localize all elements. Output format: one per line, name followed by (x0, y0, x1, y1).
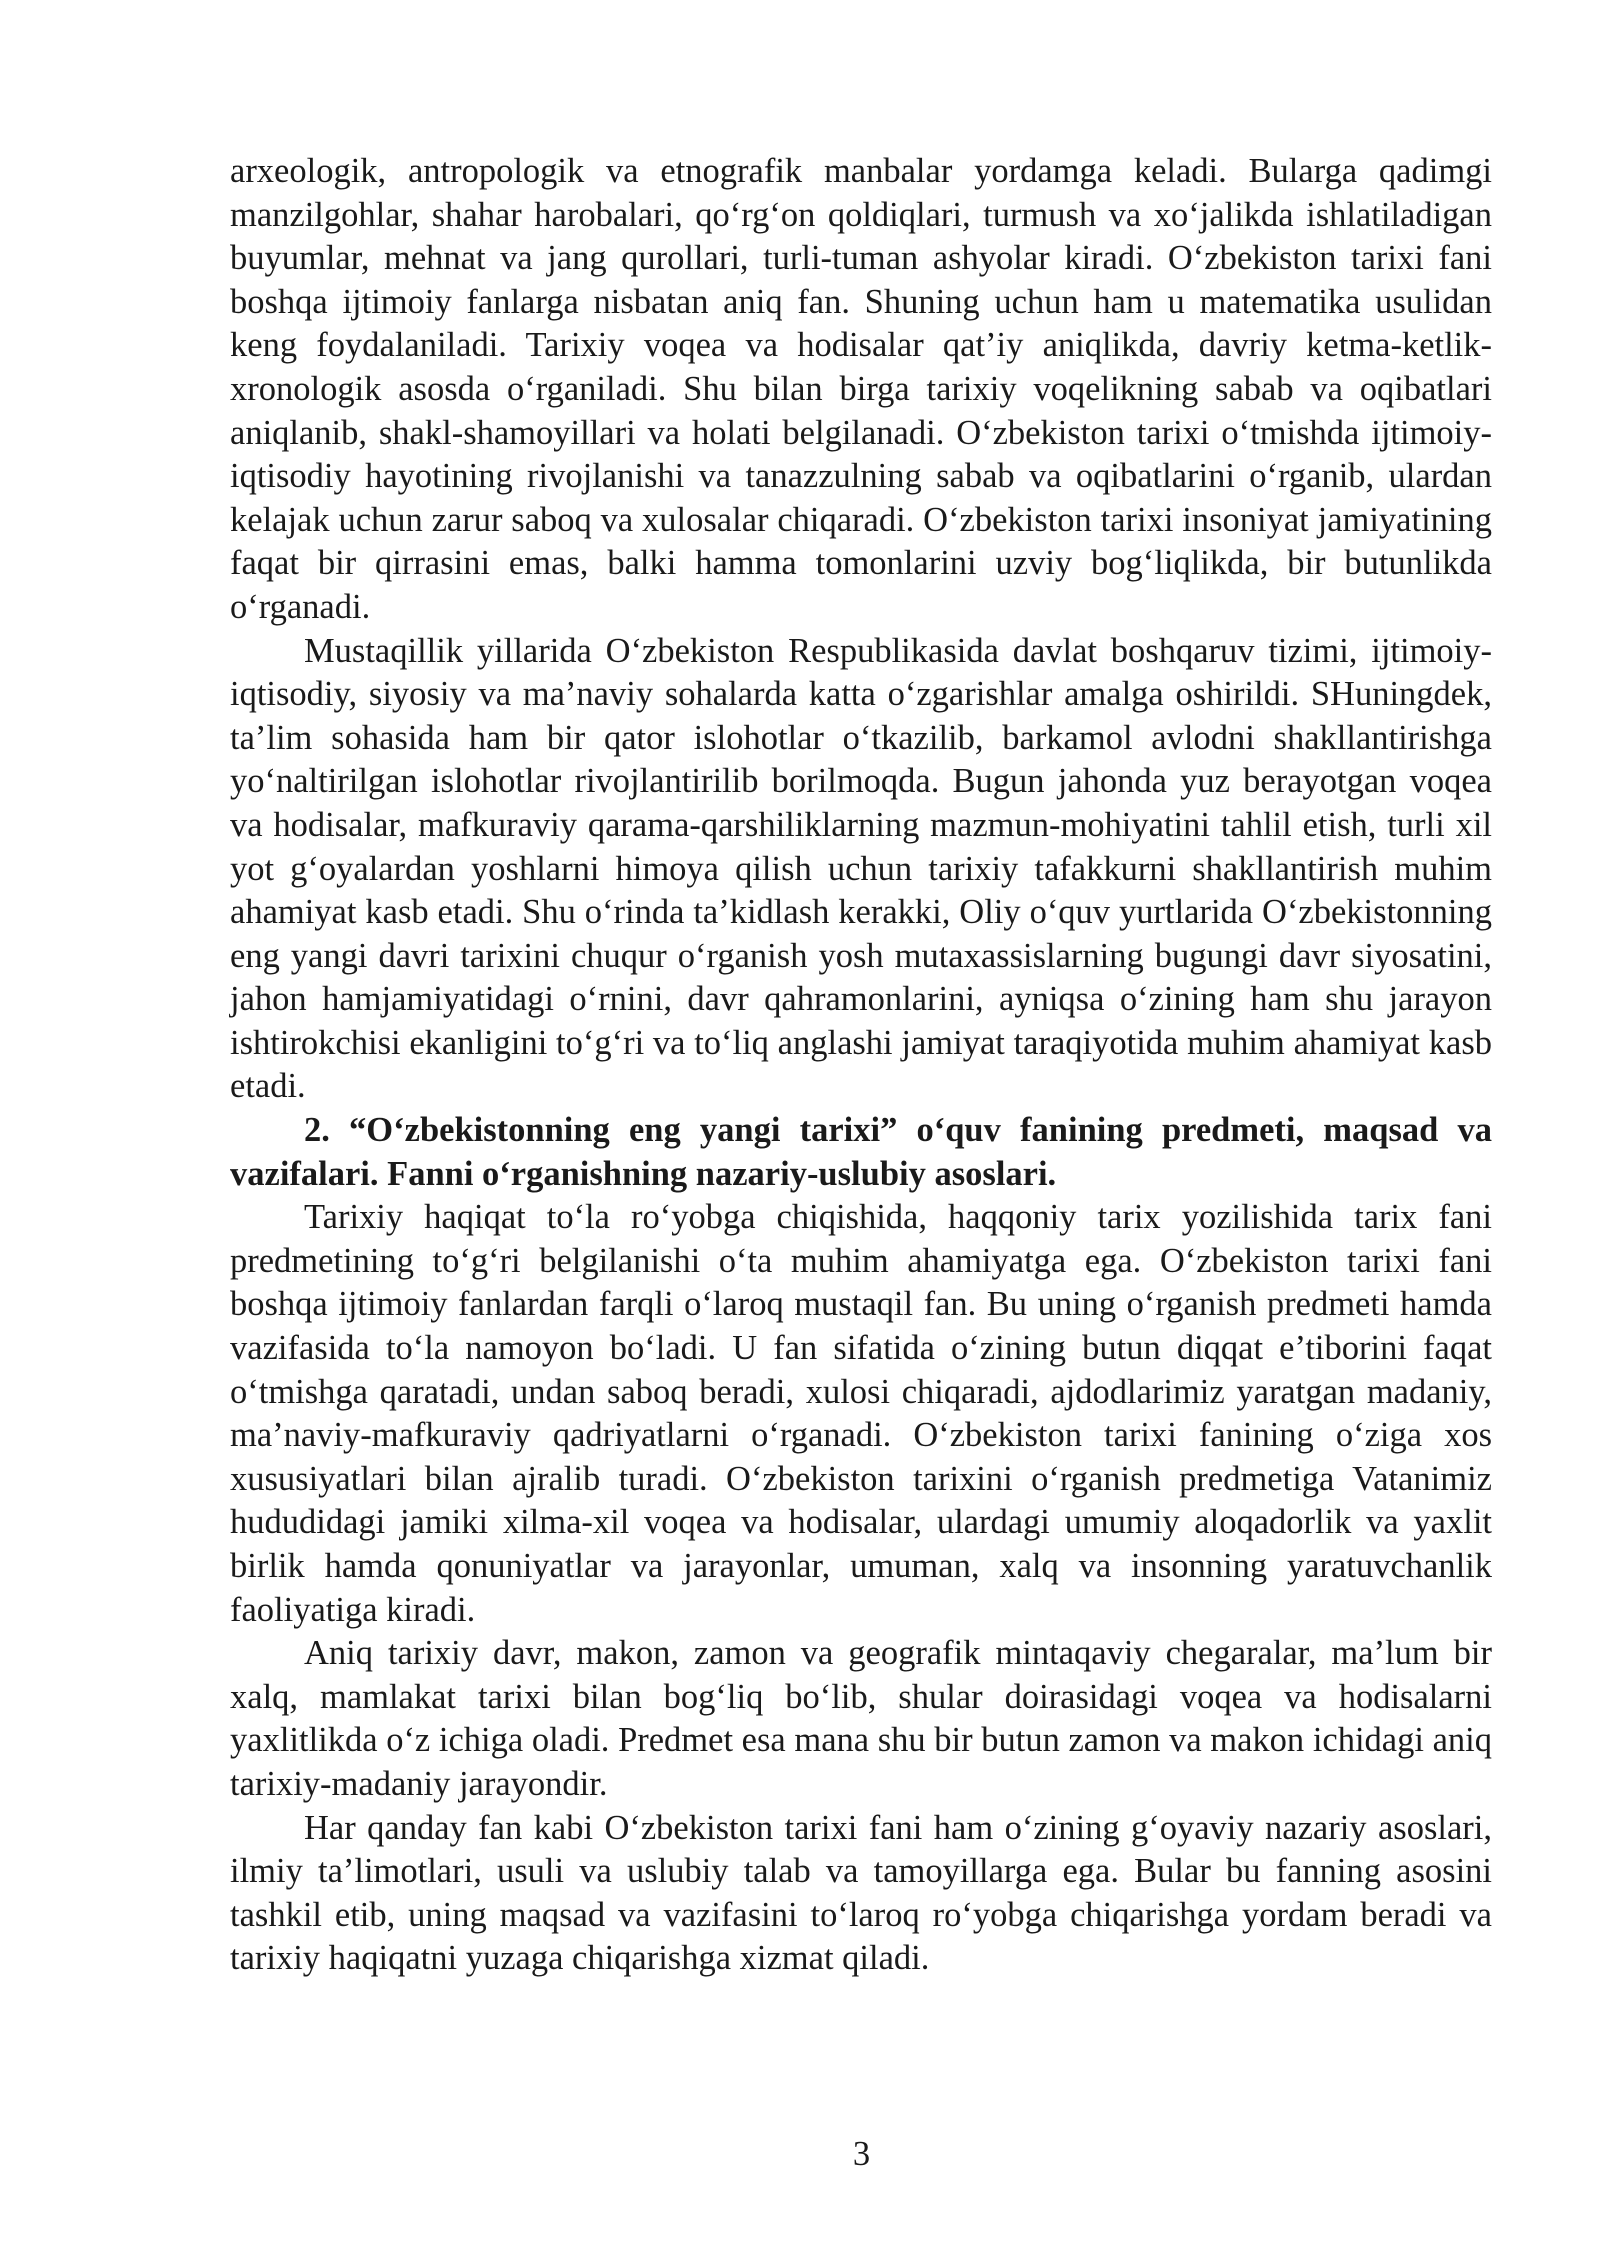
paragraph-independence-years: Mustaqillik yillarida O‘zbekiston Respublikasida davlat boshqaruv tizimi, ijtimoiy-iqtisodiy, siyosiy va ma’naviy sohalarda katta o‘zgarishlar amalga oshirildi. SHuningdek, ta’lim sohasida ham bir qator islohotlar o‘tkazilib, barkamol avlodni shakllantirishga yo‘naltirilgan islohotlar rivojlantirilib borilmoqda. Bugun jahonda yuz berayotgan voqea va hodisalar, mafkuraviy qarama-qarshiliklarning mazmun-mohiyatini tahlil etish, turli xil yot g‘oyalardan yoshlarni himoya qilish uchun tarixiy tafakkurni shakllantirish muhim ahamiyat kasb etadi. Shu o‘rinda ta’kidlash kerakki, Oliy o‘quv yurtlarida O‘zbekistonning eng yangi davri tarixini chuqur o‘rganish yosh mutaxassislarning bugungi davr siyosatini, jahon hamjamiyatidagi o‘rnini, davr qahramonlarini, ayniqsa o‘zining ham shu jarayon ishtirokchisi ekanligini to‘g‘ri va to‘liq anglashi jamiyat taraqiyotida muhim ahamiyat kasb etadi. (230, 631, 1492, 1106)
page-number: 3 (852, 2135, 871, 2173)
paragraph-historical-period: Aniq tarixiy davr, makon, zamon va geografik mintaqaviy chegaralar, ma’lum bir xalq, mamlakat tarixi bilan bog‘liq bo‘lib, shular doirasidagi voqea va hodisalarni yaxlitlikda o‘z ichiga oladi. Predmet esa mana shu bir butun zamon va makon ichidagi aniq tarixiy-madaniy jarayondir. (230, 1634, 1492, 1803)
paragraph-subject-of-history: Tarixiy haqiqat to‘la ro‘yobga chiqishida, haqqoniy tarix yozilishida tarix fani predmetining to‘g‘ri belgilanishi o‘ta muhim ahamiyatga ega. O‘zbekiston tarixi fani boshqa ijtimoiy fanlardan farqli o‘laroq mustaqil fan. Bu uning o‘rganish predmeti hamda vazifasida to‘la namoyon bo‘ladi. U fan sifatida o‘zining butun diqqat e’tiborini faqat o‘tmishga qaratadi, undan saboq beradi, xulosi chiqaradi, ajdodlarimiz yaratgan madaniy, ma’naviy-mafkuraviy qadriyatlarni o‘rganadi. O‘zbekiston tarixi fanining o‘ziga xos xususiyatlari bilan ajralib turadi. O‘zbekiston tarixini o‘rganish predmetiga Vatanimiz hududidagi jamiki xilma-xil voqea va hodisalar, ulardagi umumiy aloqadorlik va yaxlit birlik hamda qonuniyatlar va jarayonlar, umuman, xalq va insonning yaratuvchanlik faoliyatiga kiradi. (230, 1198, 1492, 1629)
paragraph-theoretical-foundations: Har qanday fan kabi O‘zbekiston tarixi fani ham o‘zining g‘oyaviy nazariy asoslari, ilmiy ta’limotlari, usuli va uslubiy talab va tamoyillarga ega. Bular bu fanning asosini tashkil etib, uning maqsad va vazifasini to‘laroq ro‘yobga chiqarishga yordam beradi va tarixiy haqiqatni yuzaga chiqarishga xizmat qiladi. (230, 1808, 1492, 1978)
section-heading: 2. “O‘zbekistonning eng yangi tarixi” o‘quv fanining predmeti, maqsad va vazifalari. Fanni o‘rganishning nazariy-uslubiy asoslari. (230, 1111, 1492, 1193)
document-page (230, 150, 1492, 1981)
paragraph-archaeological-sources: arxeologik, antropologik va etnografik manbalar yordamga keladi. Bularga qadimgi manzilgohlar, shahar harobalari, qo‘rg‘on qoldiqlari, turmush va xo‘jalikda ishlatiladigan buyumlar, mehnat va jang qurollari, turli-tuman ashyolar kiradi. O‘zbekiston tarixi fani boshqa ijtimoiy fanlarga nisbatan aniq fan. Shuning uchun ham u matematika usulidan keng foydalaniladi. Tarixiy voqea va hodisalar qat’iy aniqlikda, davriy ketma-ketlik-xronologik asosda o‘rganiladi. Shu bilan birga tarixiy voqelikning sabab va oqibatlari aniqlanib, shakl-shamoyillari va holati belgilanadi. O‘zbekiston tarixi o‘tmishda ijtimoiy-iqtisodiy hayotining rivojlanishi va tanazzulning sabab va oqibatlarini o‘rganib, ulardan kelajak uchun zarur saboq va xulosalar chiqaradi. O‘zbekiston tarixi insoniyat jamiyatining faqat bir qirrasini emas, balki hamma tomonlarini uzviy bog‘liqlikda, bir butunlikda o‘rganadi. (230, 152, 1492, 626)
